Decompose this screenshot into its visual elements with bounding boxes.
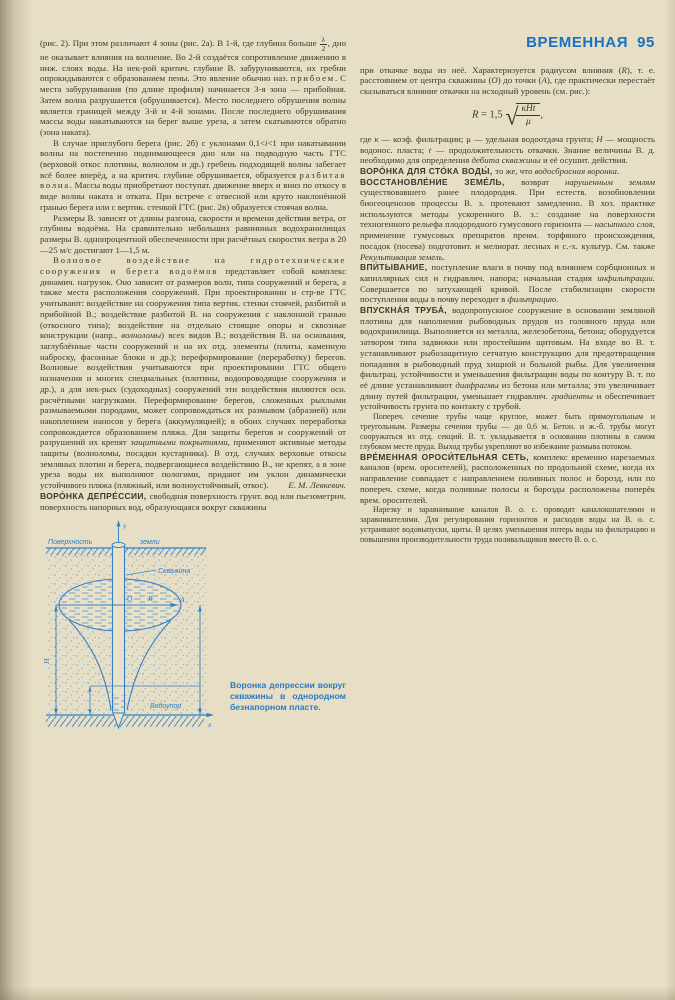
well-pipe-rim bbox=[112, 543, 125, 548]
page-right-edge-shadow bbox=[665, 0, 675, 1000]
right-column-text bbox=[360, 65, 655, 545]
surface-label-right: земли bbox=[140, 539, 160, 547]
left-column bbox=[40, 36, 346, 739]
para-wave-zones: (рис. 2). При этом различают 4 зоны (рис. 2а). В 1-й, где глубина больше $\frac{\lambda}{2}$ , дно не оказывает влияния на волнение. Во 2-й создаётся сопротивление движению в ниж. слоях воды. На нек-рой критич. глубине В. забуруниваются, их гребни опрокидываются с образованием пены. Это явление обычно наз. прибоем. С места забурунивания (по длине профиля) начинается 3-я зона — прибойная. Затем волна разрушается (обрушивается). Место последнего обрушения волны является границей между 3-й и 4-й зонами. После последнего обрушивания массы воды накатываются на берег выше уреза, а затем скатываются обратно (зона наката). bbox=[40, 35, 347, 137]
left-column-text bbox=[40, 36, 346, 512]
figure-depression-cone bbox=[40, 519, 346, 739]
para-steep-shore: В случае приглубого берега (рис. 2б) с уклонами 0,1<i<1 при накатывании волны на постепенно поднимающееся дно или на подводную часть ГТС (верховой откос плотины, волнолом и др.) гребень подходящей волны забегает всё более вперёд, а на критич. глубине обрушивается, образуется разбитая волна. Массы воды приобретают поступат. движение вверх и вниз по откосу в виде волны наката и отката. При встрече с отвесной или круто наклонённой гранью берега или с вертик. стенкой ГТС (рис. 2в) образуется стоячая волна. bbox=[40, 137, 346, 212]
entry-vpityvanie: ВПИ́ТЫВАНИЕ, поступление влаги в почву под влиянием сорбционных и капиллярных сил и гидравлич. напора; начальная стадия инфильтрации. Совершается по затухающей кривой. После стабилизации скорости поступления воды в почву переходит в фильтрацию. bbox=[360, 262, 656, 305]
well-pipe-fill bbox=[113, 545, 124, 713]
para-wave-action: Волновое воздействие на гидротехнические сооружения и берега водоёмов представляет собой комплекс динамич. нагрузок. Оно зависит от размеров волн, типа сооружений и берега, а также места расположения сооружений. При проектировании и стр-ве ГТС учитывают: воздействие на сооружения типа вертик. стенки стоячей, разбитой и прибойной В.; воздействие разбитой В. на сооружения с наклонной гранью (откосного типа); воздействие на отдельно стоящие опоры и сквозные конструкции (напр., волноломы) всех видов В.; воздействия В. на основания, заглублённые части сооружений и на их отд. элементы (плиты, каменную наброску, фасонные блоки и др.); переформирование (переработку) берегов. Волновые воздействия учитываются при проектировании ГТС общего назначения и многих специальных (плотины, водопроводящие сооружения и др.), а для нек-рых (судоходных) сооружений эти воздействия являются осн. расчётными нагрузками. Переформирование берегов, сложенных рыхлыми размываемыми породами, может сопровождаться их размывом (абразией) или накоплением наносов у берега (аккумуляцией); в обоих случаях переработка сопровождается образованием пляжа. Для защиты берегов и сооружений от разрушений их крепят защитными покрытиями, применяют активные методы защиты (волноломы, посадки кустарника). В отд. случаях верховые откосы земляных плотин и берега, подвергающиеся воздействию В., не крепят, а в зоне уреза воды их выполняют пологими, придают им уклон динамически устойчивого пляжа (пляжный, или волноустойчивый, откос). Е. М. Левкевич. bbox=[40, 255, 346, 491]
entry-vremennaya-orositelnaya-set: ВРЕ́МЕННАЯ ОРОСИ́ТЕЛЬНАЯ СЕТЬ, комплекс временно нарезаемых каналов (врем. оросителей), расположенных по продольной схеме, когда их направление совпадает с направлением поливных полос и борозд, или по попереч. схеме, когда поливные полосы и борозды расположены поперёк врем. оросителей. bbox=[360, 451, 655, 505]
formula-radius-of-influence: R = 1,5 √ $\frac{\text{кHt}}{\mu}$ , bbox=[471, 103, 544, 131]
aquitard-label: Водоупор bbox=[150, 703, 182, 711]
h-dimension-label: H bbox=[42, 658, 51, 665]
depression-cone-diagram bbox=[42, 519, 220, 739]
running-head bbox=[360, 34, 655, 51]
page-bottom-edge-shadow bbox=[0, 986, 675, 1000]
y-axis-label: y bbox=[123, 521, 127, 531]
ground-hatch bbox=[46, 549, 206, 556]
figure-caption: Воронка депрессии вокруг скважины в однородном безнапорном пласте. bbox=[230, 680, 346, 713]
surface-label-left: Поверхность bbox=[48, 539, 93, 547]
x-axis-label: x bbox=[208, 720, 212, 730]
entry-vosstanovlenie-zemel: ВОССТАНОВЛЕ́НИЕ ЗЕМЕ́ЛЬ, возврат нарушенным землям существовавшего ранее плодородия. При естеств. возобновлении биогеоценозов процессы В. з. протекают замедленно. В хоз. практике используются методы ускоренного В. з.: создание на поверхности техногенного рельефа плодородного гумусового горизонта — насыпного слоя, применение гумусовых препаратов преим. торфяного происхождения, посадок (посева) подготовит. и мелиорат. лесных и с.-х. культур. См. также Рекультивация земель. bbox=[360, 176, 655, 262]
page-content bbox=[40, 36, 655, 739]
running-head-title: ВРЕМЕННАЯ bbox=[526, 34, 629, 51]
well-water bbox=[113, 695, 124, 713]
right-column bbox=[360, 36, 655, 545]
page-number: 95 bbox=[637, 34, 655, 51]
well-label: Скважина bbox=[158, 568, 191, 576]
para-network-smallprint: Нарезку и заравнивание каналов В. о. с. проводят каналокопателями и заравнивателями. Для регулирования горизонтов и расходов воды на В. о. с. устраивают водовыпуски, щиты. В целях уменьшения потерь воды на фильтрацию и повышения производительности труда поливальщиков вместо В. о. с. bbox=[360, 505, 655, 544]
radius-label: R bbox=[148, 594, 153, 604]
entry-voronka-depressii: ВОРО́НКА ДЕПРЕ́ССИИ, свободная поверхность грунт. вод или пьезометрич. поверхность напорных вод, образующаяся вокруг скважины bbox=[40, 490, 346, 512]
para-wave-sizes: Размеры В. зависят от длины разгона, скорости и времени действия ветра, от глубины водоёма. На сравнительно небольших равнинных водохранилищах размеры В. однопроцентной обеспеченности при расчётных скоростях ветра в 20—25 м/с достигают 1—1,5 м. bbox=[40, 212, 346, 255]
para-formula-legend: где к — коэф. фильтрации; μ — удельная водоотдача грунта; H — мощность водонос. пласта; t — продолжительность откачки. Знание величины В. д. необходимо для определения дебита скважины и её осушит. действия. bbox=[360, 133, 655, 166]
x-axis-arrow bbox=[207, 713, 215, 717]
y-axis-arrow bbox=[117, 520, 121, 527]
para-radius-of-influence: при откачке воды из неё. Характеризуется радиусом влияния (R), т. е. расстоянием от центра скважины (O) до точки (A), где практически перестаёт сказываться влияние откачки на исходный уровень (см. рис.): bbox=[360, 64, 656, 97]
entry-vpusknaya-truba: ВПУСКНА́Я ТРУБА́, водопропускное сооружение в основании земляной плотины для наполнения рыбоводных прудов из головного пруда или водохранилища. Выполняется из металла, железобетона, бетона; оборудуется затвором типа задвижки или простейшим щитовым. На входе во В. т. устанавливают рыбозащитную сетчатую конструкцию для предотвращения попадания в рыбоводный пруд хищной и больной рыбы. Для увеличения фильтрац. устойчивости и уменьшения фильтрации воды по контуру В. т. по её длине устанавливают диафрагмы из бетона или металла; это увеличивает длину путей фильтрации, уменьшает гидравлич. градиенты и обеспечивает устойчивость грунта по контакту с трубой. bbox=[360, 305, 655, 412]
entry-voronka-dlya-stoka: ВОРО́НКА ДЛЯ СТО́КА ВОДЫ́, то же, что водосбросная воронка. bbox=[360, 165, 620, 176]
para-pipe-smallprint: Попереч. сечение трубы чаще круглое, может быть прямоугольным и треугольным. Размеры сечения трубы — до 0,6 м. Бетон. и ж.-б. трубы могут сооружаться из отд. секций. В. т. укладывается в основании плотины в самом глубоком месте пруда. Выход трубы укрепляют во избежание размыва потоком. bbox=[360, 412, 655, 451]
point-o-label: O bbox=[127, 594, 133, 604]
aquitard-hatch bbox=[46, 716, 204, 727]
point-a-label: A bbox=[180, 595, 185, 605]
page-gutter-shadow bbox=[0, 0, 32, 1000]
